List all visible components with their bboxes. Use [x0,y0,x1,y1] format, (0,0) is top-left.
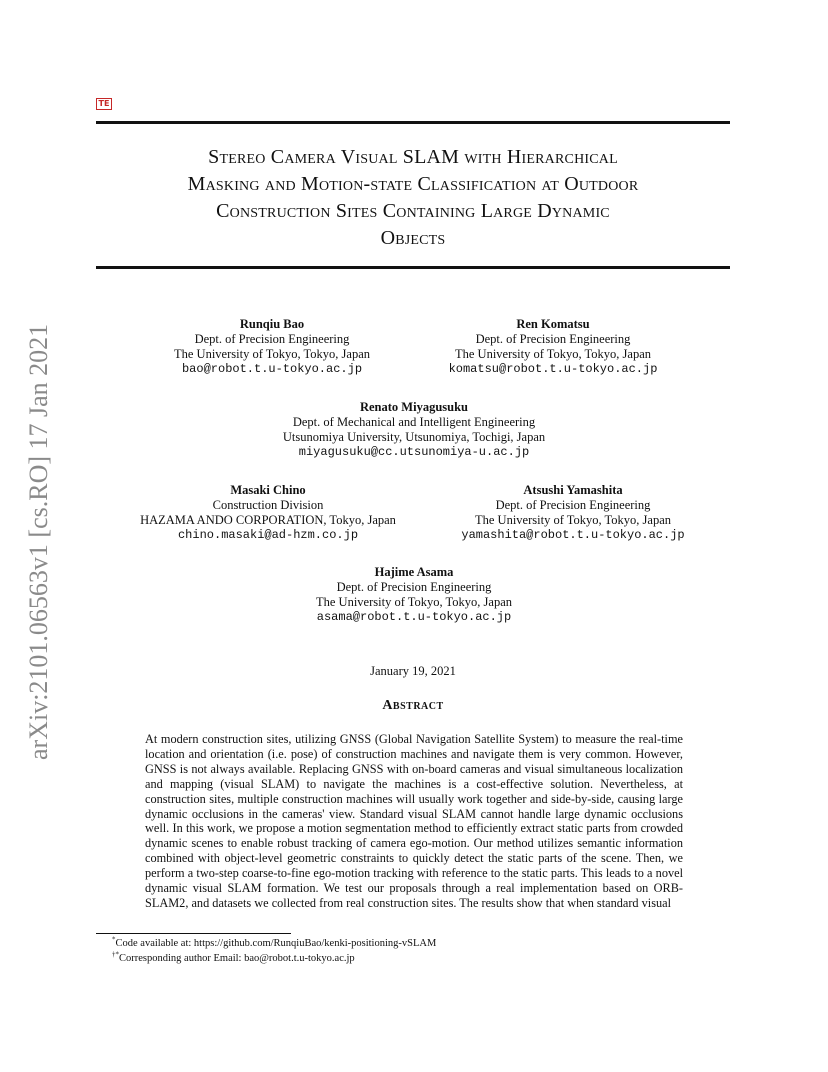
title-line: Stereo Camera Visual SLAM with Hierarchical [208,146,618,168]
title-line: Construction Sites Containing Large Dynamic [216,200,610,222]
arxiv-sidebar-identifier: arXiv:2101.06563v1 [cs.RO] 17 Jan 2021 [24,323,53,760]
title-line: Objects [380,227,446,249]
abstract-body: At modern construction sites, utilizing GNSS (Global Navigation Satellite System) to measure the real-time location and orientation (i.e. pose) of construction machines and navigate them is very common. However, GNSS is not always available. Replacing GNSS with on-board cameras and visual simultaneous localization and mapping (visual SLAM) to navigate the machines is a cost-effective solution. Nevertheless, at construction sites, multiple construction machines will usually work together and side-by-side, causing large dynamic occlusions in the cameras' view. Standard visual SLAM cannot handle large dynamic occlusions well. In this work, we propose a motion segmentation method to efficiently extract static parts from crowded dynamic scenes to enable robust tracking of camera ego-motion. Our method utilizes semantic information combined with object-level geometric constraints to quickly detect the static parts of the scene. Then, we perform a two-step coarse-to-fine ego-motion tracking with reference to the static parts. This leads to a novel dynamic visual SLAM formation. We test our proposals through a real implementation based on ORB-SLAM2, and datasets we collected from real construction sites. The results show that when standard visual [145,732,683,910]
footnote-corresponding [112,952,355,965]
author-name: Atsushi Yamashita [523,483,623,497]
author-block [254,400,574,460]
title-top-rule [96,121,730,124]
author-email[interactable]: asama@robot.t.u-tokyo.ac.jp [316,610,512,624]
title-line: Masking and Motion-state Classification at Outdoor [187,173,639,195]
author-email[interactable]: chino.masaki@ad-hzm.co.jp [177,528,359,542]
publication-date: January 19, 2021 [370,664,456,678]
author-name: Masaki Chino [230,483,306,497]
footnote-code [112,937,436,950]
author-name: Hajime Asama [374,565,454,579]
author-email[interactable]: bao@robot.t.u-tokyo.ac.jp [181,362,363,376]
author-affiliation: Utsunomiya University, Utsunomiya, Tochigi, Japan [282,430,546,444]
footnote-text[interactable]: Code available at: https://github.com/RunqiuBao/kenki-positioning-vSLAM [115,938,437,949]
author-dept: Dept. of Precision Engineering [475,332,631,346]
author-affiliation: The University of Tokyo, Tokyo, Japan [474,513,672,527]
author-affiliation: HAZAMA ANDO CORPORATION, Tokyo, Japan [140,513,396,527]
author-dept: Dept. of Mechanical and Intelligent Engineering [292,415,536,429]
author-block [118,483,418,543]
paper-title [96,144,730,252]
author-dept: Dept. of Precision Engineering [336,580,492,594]
author-block [274,565,554,625]
author-affiliation: The University of Tokyo, Tokyo, Japan [454,347,652,361]
author-block [418,317,688,377]
abstract-heading: Abstract [382,698,444,713]
author-dept: Construction Division [212,498,324,512]
author-affiliation: The University of Tokyo, Tokyo, Japan [315,595,513,609]
author-block [142,317,402,377]
author-affiliation: The University of Tokyo, Tokyo, Japan [173,347,371,361]
author-name: Ren Komatsu [516,317,590,331]
author-email[interactable]: miyagusuku@cc.utsunomiya-u.ac.jp [298,445,530,459]
footnote-rule [96,933,291,934]
author-dept: Dept. of Precision Engineering [194,332,350,346]
author-block [428,483,718,543]
author-email[interactable]: komatsu@robot.t.u-tokyo.ac.jp [448,362,658,376]
author-name: Runqiu Bao [239,317,305,331]
author-name: Renato Miyagusuku [359,400,468,414]
tex-logo-icon: TE [96,98,112,110]
author-dept: Dept. of Precision Engineering [495,498,651,512]
footnote-mark: †* [112,950,119,959]
footnote-text: Corresponding author Email: bao@robot.t.u-tokyo.ac.jp [119,953,355,964]
title-bottom-rule [96,266,730,269]
author-email[interactable]: yamashita@robot.t.u-tokyo.ac.jp [461,528,685,542]
footnote-mark: * [112,935,116,944]
